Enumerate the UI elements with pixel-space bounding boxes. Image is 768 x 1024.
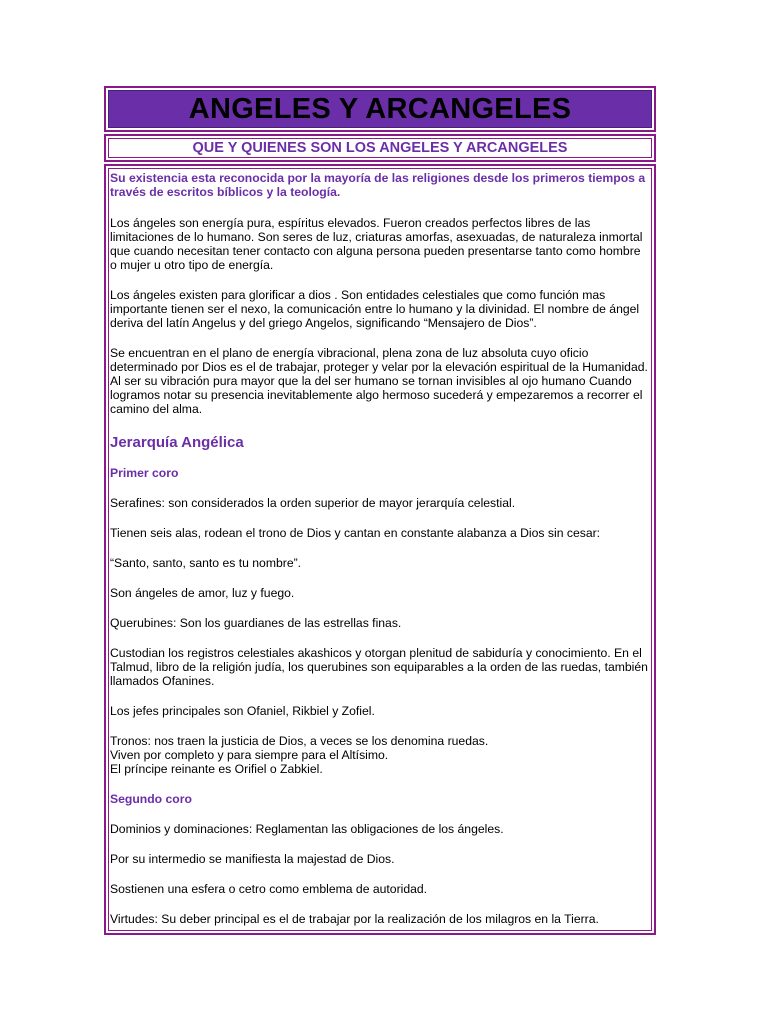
text-line: Sostienen una esfera o cetro como emblema de autoridad.	[110, 882, 428, 896]
text-line: Los jefes principales son Ofaniel, Rikbiel y Zofiel.	[110, 704, 375, 718]
choir-heading: Segundo coro	[110, 792, 192, 806]
section-heading: Jerarquía Angélica	[110, 434, 244, 451]
subtitle-frame	[104, 134, 656, 162]
body-content	[108, 168, 652, 931]
paragraph: Los ángeles existen para glorificar a dios . Son entidades celestiales que como función mas importante tienen ser el nexo, la comunicación entre lo humano y la divinidad. El nombre de ángel deriva del latín Angelus y del griego Angelos, significando “Mensajero de Dios”.	[110, 288, 640, 330]
intro-paragraph: Su existencia esta reconocida por la mayoría de las religiones desde los primeros tiempos a través de escritos bíblicos y la teología.	[110, 171, 646, 199]
text-line: Serafines: son considerados la orden superior de mayor jerarquía celestial.	[110, 496, 516, 510]
body-frame	[104, 164, 656, 935]
page-subtitle: QUE Y QUIENES SON LOS ANGELES Y ARCANGELES	[108, 138, 652, 158]
paragraph: Los ángeles son energía pura, espíritus elevados. Fueron creados perfectos libres de las limitaciones de lo humano. Son seres de luz, criaturas amorfas, asexuadas, de naturaleza inmortal que cuando necesitan tener contacto con alguna persona pueden presentarse tanto como hombre o mujer u otro tipo de energía.	[110, 216, 643, 272]
text-line: Por su intermedio se manifiesta la majestad de Dios.	[110, 852, 395, 866]
text-line: Virtudes: Su deber principal es el de trabajar por la realización de los milagros en la Tierra.	[110, 912, 599, 926]
paragraph: Se encuentran en el plano de energía vibracional, plena zona de luz absoluta cuyo oficio determinado por Dios es el de trabajar, proteger y velar por la elevación espiritual de la Humanidad. Al ser su vibración pura mayor que la del ser humano se tornan invisibles al ojo humano Cuando logramos notar su presencia inevitablemente algo hermoso sucederá y empezaremos a recorrer el camino del alma.	[110, 346, 648, 416]
text-line: “Santo, santo, santo es tu nombre”.	[110, 556, 302, 570]
document	[104, 86, 656, 935]
text-line: Viven por completo y para siempre para el Altísimo.	[110, 748, 389, 762]
title-frame	[104, 86, 656, 132]
text-line: Son ángeles de amor, luz y fuego.	[110, 586, 295, 600]
text-line: Tienen seis alas, rodean el trono de Dios y cantan en constante alabanza a Dios sin cesar:	[110, 526, 601, 540]
text-line: Dominios y dominaciones: Reglamentan las obligaciones de los ángeles.	[110, 822, 504, 836]
text-line: Querubines: Son los guardianes de las estrellas finas.	[110, 616, 402, 630]
choir-heading: Primer coro	[110, 466, 179, 480]
text-line: Tronos: nos traen la justicia de Dios, a veces se los denomina ruedas.	[110, 734, 489, 748]
text-line: Custodian los registros celestiales akashicos y otorgan plenitud de sabiduría y conocimiento. En el Talmud, libro de la religión judía, los querubines son equiparables a la orden de las ruedas, también llamados Ofanines.	[110, 646, 648, 688]
text-line: El príncipe reinante es Orifiel o Zabkiel.	[110, 762, 323, 776]
page-title: ANGELES Y ARCANGELES	[108, 90, 652, 128]
